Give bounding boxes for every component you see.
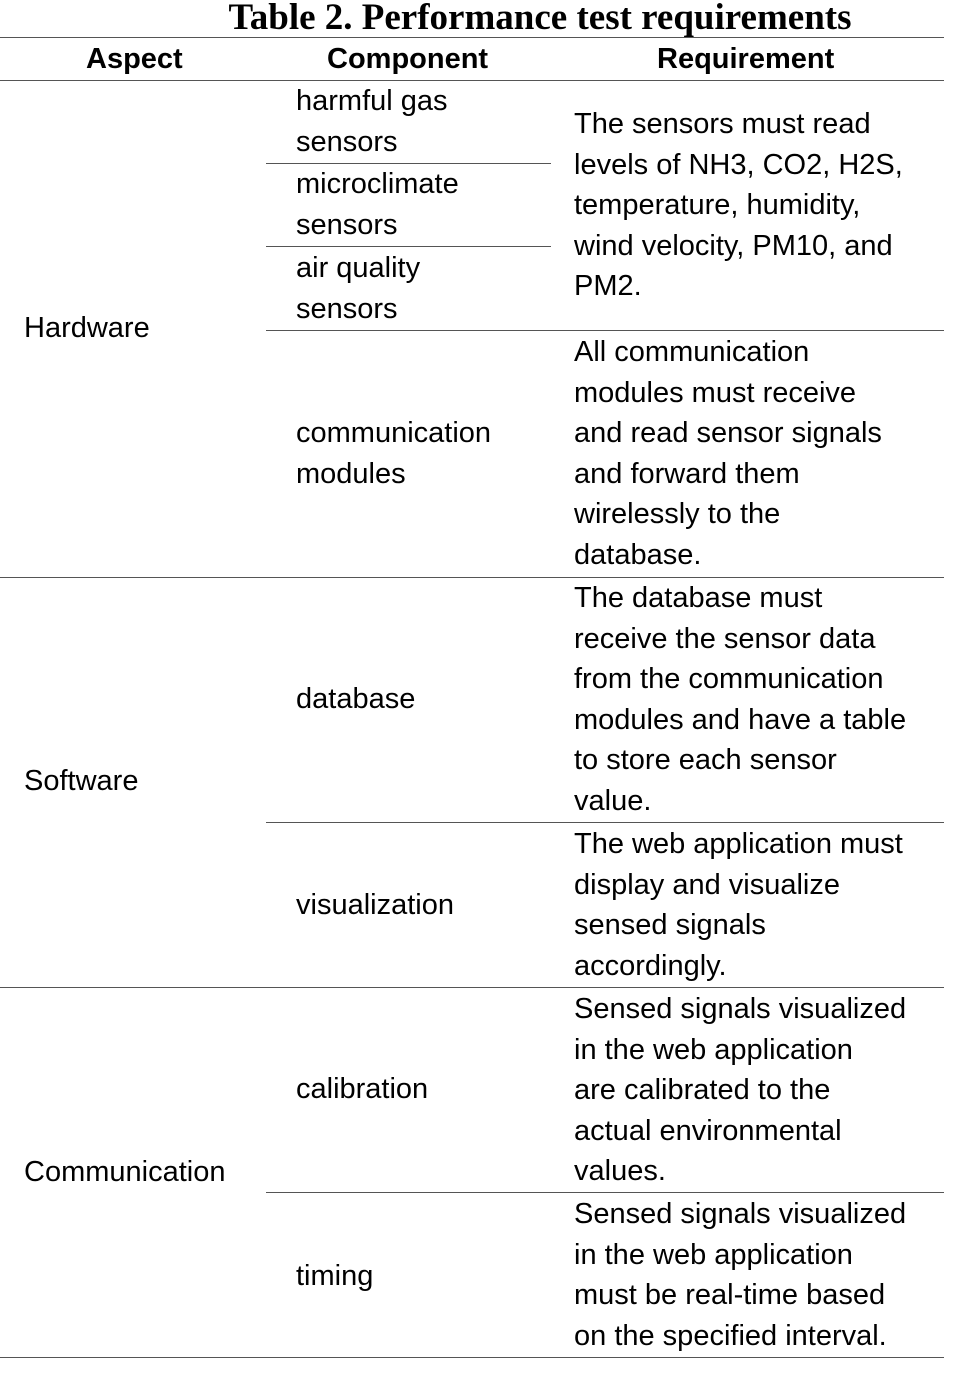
aspect-hardware: Hardware (24, 312, 150, 344)
requirement-line: All communication (574, 336, 810, 368)
row-divider (266, 1192, 944, 1193)
aspect-communication: Communication (24, 1156, 226, 1188)
requirement-line: receive the sensor data (574, 622, 876, 655)
requirement-line: must be real-time based (574, 1279, 886, 1312)
component-line: visualization (296, 889, 454, 921)
component-cell (296, 1069, 428, 1110)
component-cell (296, 164, 459, 245)
component-cell (296, 248, 420, 329)
requirement-line: temperature, humidity, (574, 189, 861, 222)
component-line: modules (296, 457, 406, 490)
component-line: microclimate (296, 168, 459, 200)
requirement-cell (574, 578, 906, 822)
requirement-line: The web application must (574, 828, 903, 860)
requirement-cell (574, 332, 882, 576)
requirement-line: display and visualize (574, 868, 840, 901)
component-line: calibration (296, 1073, 429, 1105)
requirement-line: are calibrated to the (574, 1074, 831, 1107)
component-line: communication (296, 417, 492, 449)
requirement-cell (574, 1194, 906, 1356)
table-title: Table 2. Performance test requirements (228, 0, 852, 38)
requirement-cell (574, 824, 903, 986)
requirement-line: modules must receive (574, 376, 857, 409)
requirement-line: wirelessly to the (574, 498, 781, 531)
requirement-line: The sensors must read (574, 108, 871, 140)
component-line: harmful gas (296, 85, 448, 117)
requirement-line: accordingly. (574, 949, 727, 982)
row-divider (266, 822, 944, 823)
requirement-cell (574, 104, 903, 307)
requirement-line: database. (574, 538, 702, 571)
component-line: timing (296, 1260, 374, 1292)
requirement-line: value. (574, 784, 652, 817)
requirement-line: modules and have a table (574, 703, 907, 736)
requirement-line: in the web application (574, 1238, 853, 1271)
requirement-line: and forward them (574, 457, 800, 490)
requirement-line: actual environmental (574, 1114, 842, 1147)
requirement-line: and read sensor signals (574, 417, 882, 450)
component-line: sensors (296, 125, 398, 158)
requirement-line: Sensed signals visualized (574, 993, 907, 1025)
row-divider (266, 330, 944, 331)
requirement-line: from the communication (574, 663, 884, 696)
component-cell (296, 679, 415, 720)
requirement-line: in the web application (574, 1033, 853, 1066)
requirement-line: levels of NH3, CO2, H2S, (574, 148, 903, 181)
header-component: Component (327, 43, 489, 75)
requirement-line: wind velocity, PM10, and (574, 229, 893, 262)
group-divider (0, 987, 944, 988)
requirement-line: to store each sensor (574, 744, 837, 777)
component-cell (296, 81, 448, 162)
header-rule (0, 80, 944, 81)
row-divider (266, 246, 551, 247)
component-line: sensors (296, 292, 398, 325)
requirement-line: sensed signals (574, 909, 766, 942)
requirement-line: on the specified interval. (574, 1319, 887, 1352)
component-cell (296, 1256, 373, 1297)
header-aspect: Aspect (86, 43, 183, 75)
component-line: sensors (296, 208, 398, 241)
aspect-software: Software (24, 765, 139, 797)
requirement-line: PM2. (574, 270, 642, 303)
bottom-rule (0, 1357, 944, 1358)
requirement-line: Sensed signals visualized (574, 1198, 907, 1230)
requirement-line: values. (574, 1155, 666, 1188)
component-cell (296, 413, 491, 494)
requirement-line: The database must (574, 582, 823, 614)
component-cell (296, 885, 454, 926)
requirement-cell (574, 989, 906, 1192)
header-requirement: Requirement (657, 43, 835, 75)
top-rule (0, 37, 944, 38)
component-line: air quality (296, 252, 421, 284)
component-line: database (296, 683, 416, 715)
